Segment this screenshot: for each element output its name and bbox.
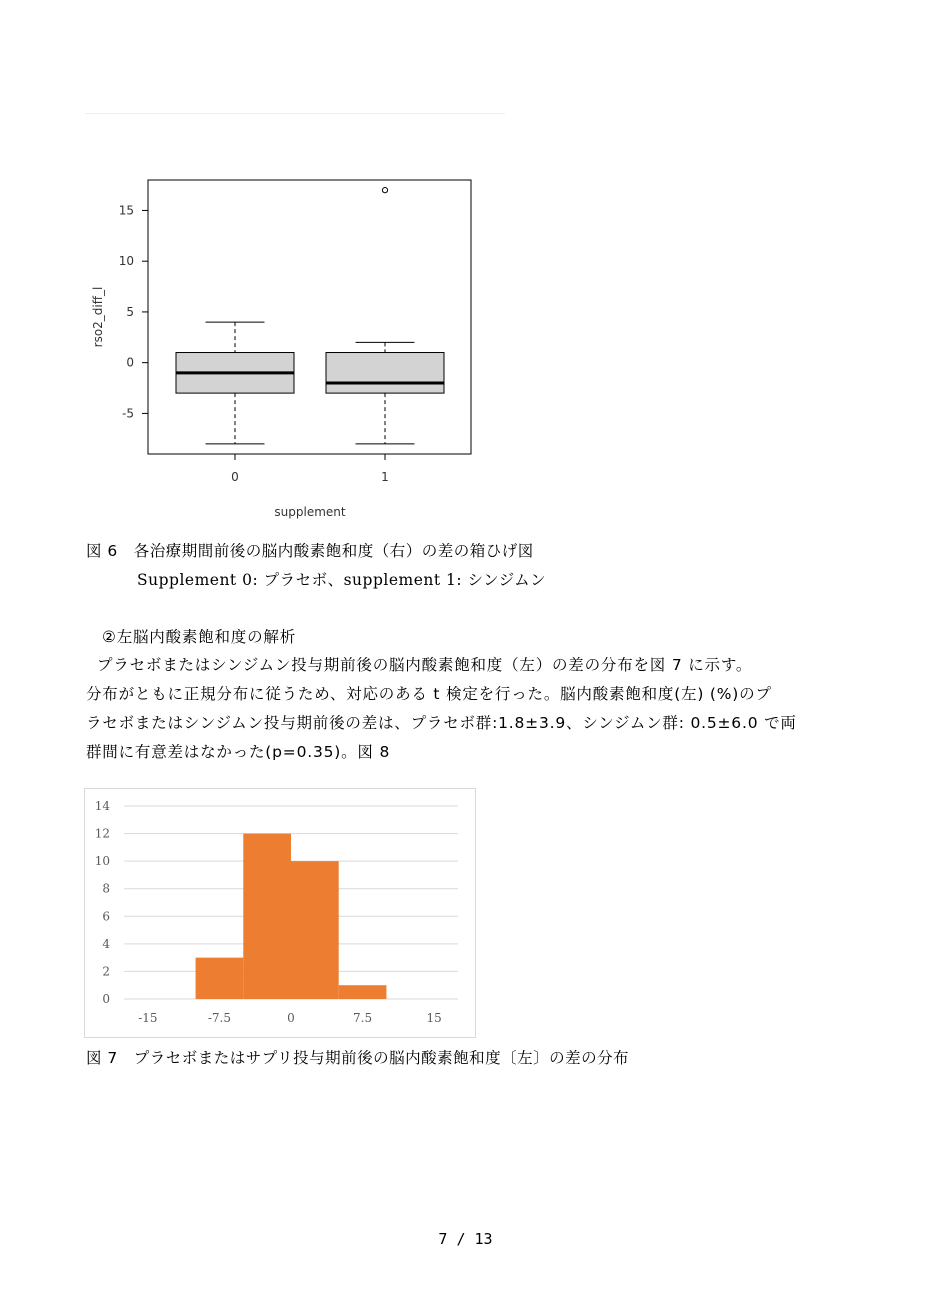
y-tick-label: 4 — [102, 936, 110, 951]
fig6-legend-text: Supplement 0: プラセボ、supplement 1: シンジムン — [137, 571, 547, 589]
section-line-2: 分布がともに正規分布に従うため、対応のある t 検定を行った。脳内酸素飽和度(左) (%)のプ — [86, 685, 772, 703]
y-axis-label: rso2_diff_l — [91, 286, 105, 348]
y-tick-label: 8 — [102, 881, 110, 896]
histogram-bar — [196, 958, 244, 999]
x-tick-label: 1 — [381, 470, 389, 484]
fig6-caption: 図 6 各治療期間前後の脳内酸素飽和度（右）の差の箱ひげ図 — [86, 542, 534, 560]
section-line-1: プラセボまたはシンジムン投与期前後の脳内酸素飽和度（左）の差の分布を図 7 に示す。 — [97, 656, 753, 674]
top-rule — [85, 113, 505, 114]
x-axis-label: supplement — [274, 505, 346, 519]
y-tick-label: 10 — [94, 854, 110, 869]
y-tick-label: 2 — [102, 964, 110, 979]
fig6-caption-legend — [137, 568, 546, 590]
y-tick-label: 14 — [94, 799, 110, 813]
y-tick-label: 10 — [118, 254, 134, 269]
section-heading: ②左脳内酸素飽和度の解析 — [102, 628, 296, 646]
y-tick-label: 0 — [126, 355, 134, 370]
y-tick-label: -5 — [122, 406, 134, 421]
x-tick-label: -15 — [138, 1011, 158, 1025]
x-tick-label: 15 — [426, 1011, 442, 1025]
section-line-4: 群間に有意差はなかった(p=0.35)。図 8 — [86, 743, 391, 761]
outlier-point — [382, 188, 387, 193]
y-tick-label: 5 — [126, 304, 134, 319]
x-tick-label: -7.5 — [207, 1011, 231, 1025]
x-tick-label: 7.5 — [353, 1011, 373, 1025]
box-1 — [326, 353, 444, 394]
plot-frame — [148, 180, 471, 454]
y-tick-label: 0 — [102, 992, 110, 1006]
x-tick-label: 0 — [287, 1011, 295, 1025]
page-number: 7 / 13 — [438, 1230, 493, 1248]
section-line-3: ラセボまたはシンジムン投与期前後の差は、プラセボ群:1.8±3.9、シンジムン群: 0.5±6.0 で両 — [86, 714, 797, 732]
histogram-chart — [84, 788, 476, 1038]
histogram-bar — [243, 834, 291, 999]
y-tick-label: 6 — [102, 909, 110, 924]
x-tick-label: 0 — [231, 470, 239, 484]
histogram-bar — [339, 985, 387, 999]
y-tick-label: 15 — [118, 203, 134, 218]
fig7-caption: 図 7 プラセボまたはサプリ投与期前後の脳内酸素飽和度〔左〕の差の分布 — [86, 1049, 630, 1067]
boxplot-chart — [80, 170, 490, 526]
histogram-bar — [291, 861, 339, 999]
y-tick-label: 12 — [94, 826, 110, 841]
